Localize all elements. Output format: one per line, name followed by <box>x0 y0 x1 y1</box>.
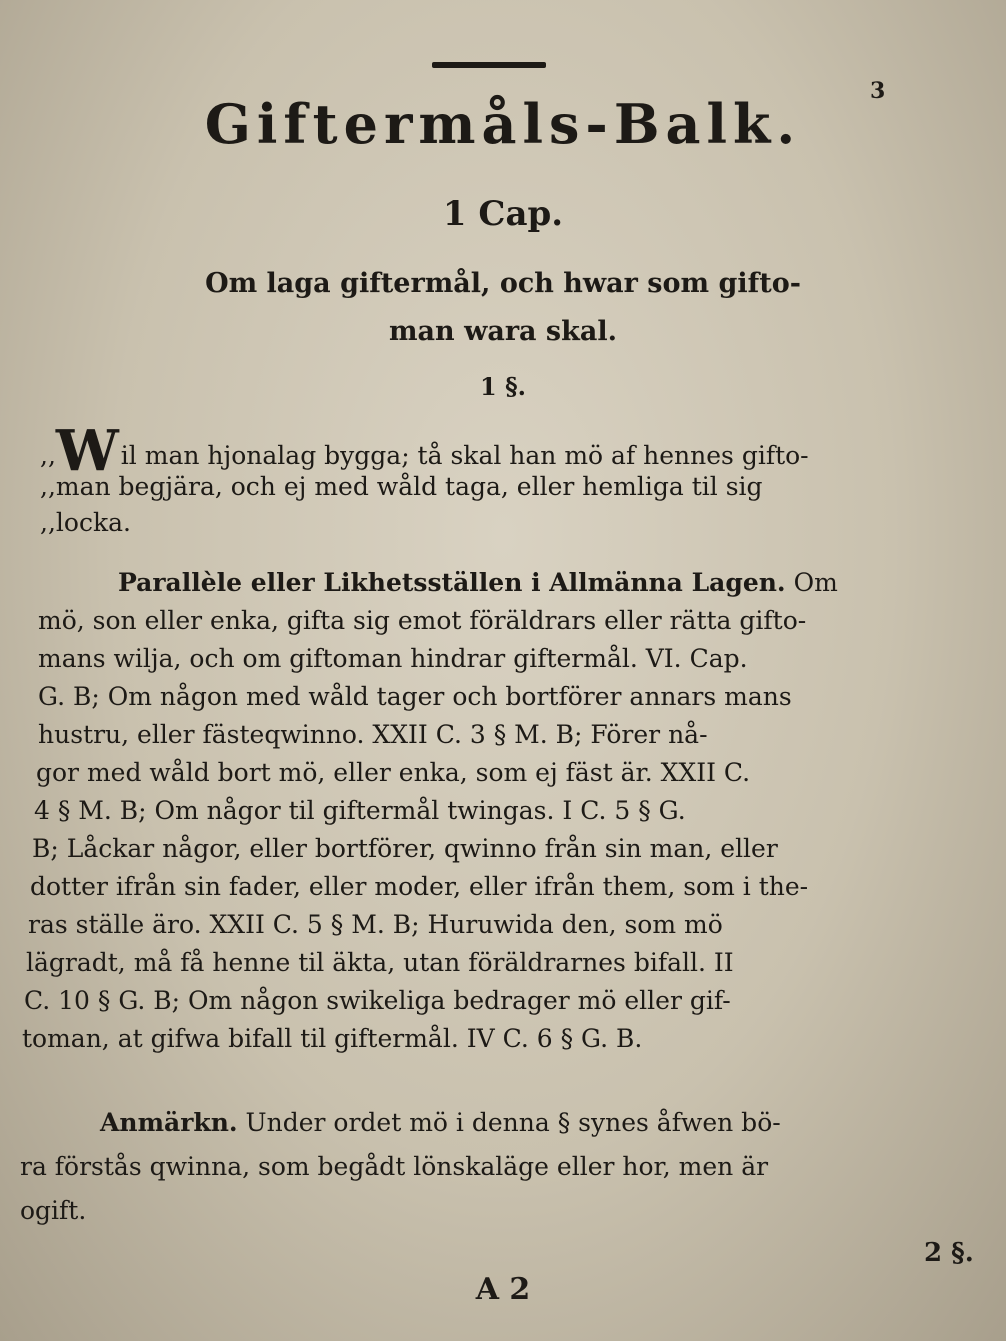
law-text-line: ,,man begjära, och ej med wåld taga, eller hemliga til sig <box>40 472 763 501</box>
note-line: ogift. <box>20 1196 87 1225</box>
page-number: 3 <box>870 78 886 104</box>
note-line: ra förstås qwinna, som begådt lönskaläge eller hor, men är <box>20 1152 769 1181</box>
law-text-line: ,,locka. <box>40 508 131 537</box>
drop-capital: W <box>55 418 119 484</box>
parallels-line: dotter ifrån sin fader, eller moder, eller ifrån them, som i the- <box>30 872 809 901</box>
section-mark: 1 §. <box>480 372 526 401</box>
law-text-line-1: ,,Wil man hjonalag bygga; tå skal han mö af hennes gifto- <box>40 418 809 484</box>
parallels-line: mans wilja, och om giftoman hindrar giftermål. VI. Cap. <box>38 644 748 673</box>
signature-mark: A 2 <box>475 1272 531 1307</box>
parallels-label: Parallèle eller Likhetsställen i Allmänna Lagen. <box>118 568 786 597</box>
law-text-line: il man hjonalag bygga; tå skal han mö af hennes gifto- <box>120 441 809 470</box>
chapter-heading: 1 Cap. <box>442 194 564 234</box>
parallels-line: lägradt, må få henne til äkta, utan föräldrarnes bifall. II <box>26 948 734 977</box>
parallels-text: Om <box>785 568 838 597</box>
header-rule <box>432 62 546 68</box>
chapter-subtitle-line-1: Om laga giftermål, och hwar som gifto- <box>205 268 801 299</box>
parallels-line: ras ställe äro. XXII C. 5 § M. B; Huruwida den, som mö <box>28 910 723 939</box>
parallels-line: mö, son eller enka, gifta sig emot föräldrars eller rätta gifto- <box>38 606 807 635</box>
note-line-1 <box>100 1108 781 1138</box>
parallels-line: G. B; Om någon med wåld tager och bortförer annars mans <box>38 682 792 711</box>
page-title: Giftermåls-Balk. <box>204 92 802 156</box>
parallels-line: C. 10 § G. B; Om någon swikeliga bedrager mö eller gif- <box>24 986 731 1015</box>
note-text: Under ordet mö i denna § synes åfwen bö- <box>237 1108 781 1137</box>
parallels-line: gor med wåld bort mö, eller enka, som ej fäst är. XXII C. <box>36 758 751 787</box>
note-label: Anmärkn. <box>100 1108 238 1137</box>
parallels-line: 4 § M. B; Om någor til giftermål twingas. I C. 5 § G. <box>34 796 686 825</box>
parallels-line-1 <box>118 568 838 598</box>
chapter-subtitle-line-2: man wara skal. <box>388 316 617 347</box>
catchword: 2 §. <box>924 1238 974 1268</box>
parallels-line: toman, at gifwa bifall til giftermål. IV C. 6 § G. B. <box>22 1024 643 1053</box>
parallels-line: B; Låckar någor, eller bortförer, qwinno från sin man, eller <box>32 834 778 863</box>
parallels-line: hustru, eller fästeqwinno. XXII C. 3 § M. B; Förer nå- <box>38 720 708 749</box>
